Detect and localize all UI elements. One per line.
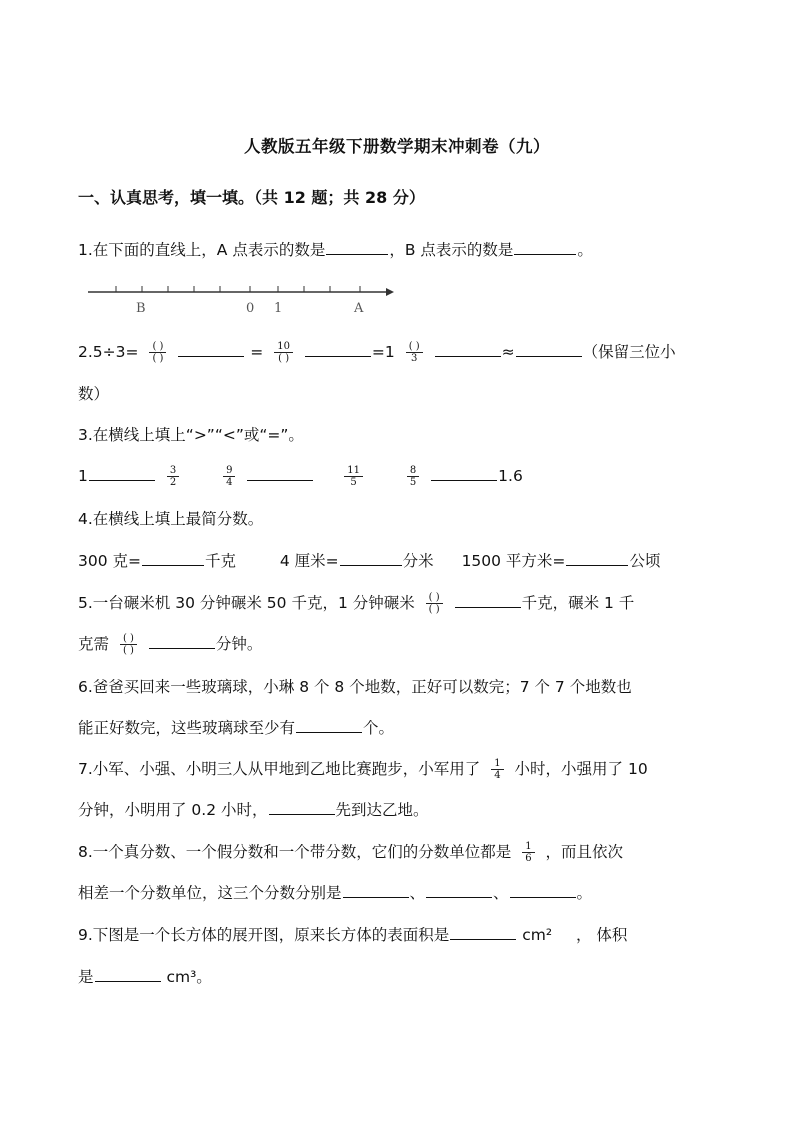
q8-blank-3[interactable] [510,881,576,898]
question-6: 6.爸爸买回来一些玻璃球，小琳 8 个 8 个地数，正好可以数完；7 个 7 个地数也 [78,678,632,696]
q1-text-c: 。 [577,241,593,259]
q9-text-a: 9.下图是一个长方体的展开图，原来长方体的表面积是 [78,926,450,944]
q2-blank-1[interactable] [178,340,244,357]
q5-text-b: 千克，碾米 1 千 [521,594,635,612]
q5-blank-2[interactable] [149,632,215,649]
label-1: 1 [274,301,283,316]
q4-c-label: 1500 平方米= [461,552,566,570]
q3-lead: 1 [78,467,88,485]
label-b: B [136,301,146,316]
number-line-arrow [386,288,394,296]
q4-c-unit: 公顷 [629,552,661,570]
question-8-cont [78,881,592,903]
q4-b-unit: 分米 [402,552,434,570]
q5-fraction-1: $\frac{( )}{( )}$ [426,592,443,616]
q8-text-c: 相差一个分数单位，这三个分数分别是 [78,884,342,902]
question-1 [78,238,593,260]
q9-blank-2[interactable] [95,965,161,982]
q2-blank-2[interactable] [305,340,371,357]
q8-sep-2: 、 [493,884,509,902]
q9-unit-2: cm³。 [166,968,212,986]
question-7-cont [78,798,429,820]
q2-lead: 2.5÷3= [78,343,139,361]
q7-fraction: $\frac{1}{4}$ [491,758,503,782]
number-line-ticks [116,286,360,292]
question-4-items [78,549,660,571]
label-0: 0 [246,301,255,316]
q7-text-c: 分钟，小明用了 0.2 小时， [78,801,268,819]
question-5-cont [78,632,262,657]
question-7 [78,757,648,782]
q5-text-c: 克需 [78,635,110,653]
q2-tail: （保留三位小 [582,343,676,361]
question-3-items [78,464,523,489]
q2-fraction-1: $\frac{( )}{( )}$ [149,341,166,365]
q8-text-b: ，而且依次 [545,843,624,861]
q3-blank-1[interactable] [89,464,155,481]
q6-blank[interactable] [296,716,362,733]
q1-blank-a[interactable] [326,238,388,255]
question-2-cont: 数） [78,385,110,403]
q2-eq-2: =1 [371,343,395,361]
section-heading: 一、认真思考，填一填。（共 12 题；共 28 分） [78,188,425,207]
q2-fraction-3: $\frac{( )}{3}$ [406,341,423,365]
question-6-cont [78,716,394,738]
q3-fraction-b: $\frac{9}{4}$ [223,465,235,489]
number-line-figure [86,280,396,320]
q3-fraction-c: $\frac{11}{5}$ [344,465,363,489]
q2-blank-4[interactable] [516,340,582,357]
q9-blank-1[interactable] [450,923,516,940]
q5-blank-1[interactable] [455,591,521,608]
q8-blank-1[interactable] [343,881,409,898]
q7-blank[interactable] [269,798,335,815]
q7-text-a: 7.小军、小强、小明三人从甲地到乙地比赛跑步，小军用了 [78,760,481,778]
question-9-cont [78,965,212,987]
q8-sep-1: 、 [409,884,426,902]
q3-tail: 1.6 [498,467,523,485]
q9-text-c: 是 [78,968,94,986]
q9-text-b: ， 体积 [575,926,628,944]
q9-unit-1: cm² [522,926,553,944]
question-9 [78,923,627,945]
label-a: A [354,301,364,316]
q4-a-label: 300 克= [78,552,141,570]
question-3: 3.在横线上填上“>”“<”或“=”。 [78,426,304,444]
q4-b-label: 4 厘米= [279,552,339,570]
q5-text-d: 分钟。 [215,635,263,653]
q8-blank-2[interactable] [426,881,492,898]
q8-fraction: $\frac{1}{6}$ [522,841,534,865]
q3-fraction-d: $\frac{8}{5}$ [407,465,419,489]
q5-fraction-2: $\frac{( )}{( )}$ [120,633,137,657]
question-5 [78,591,634,616]
question-2 [78,340,676,365]
q4-blank-c[interactable] [566,549,628,566]
question-8 [78,840,623,865]
q4-a-unit: 千克 [205,552,237,570]
q1-text-b: ，B 点表示的数是 [389,241,514,259]
q1-text-a: 1.在下面的直线上，A 点表示的数是 [78,241,326,259]
q6-text-a: 能正好数完，这些玻璃球至少有 [78,719,296,737]
q3-blank-3[interactable] [431,464,497,481]
q7-text-d: 先到达乙地。 [335,801,429,819]
q1-blank-b[interactable] [514,238,576,255]
exam-title: 人教版五年级下册数学期末冲刺卷（九） [244,137,550,156]
q7-text-b: 小时，小强用了 10 [514,760,648,778]
q6-text-b: 个。 [363,719,395,737]
q8-text-a: 8.一个真分数、一个假分数和一个带分数，它们的分数单位都是 [78,843,512,861]
q8-end: 。 [576,884,593,902]
question-4: 4.在横线上填上最简分数。 [78,510,264,528]
q2-fraction-2: $\frac{10}{( )}$ [274,341,293,365]
q2-blank-3[interactable] [435,340,501,357]
q4-blank-a[interactable] [142,549,204,566]
q5-text-a: 5.一台碾米机 30 分钟碾米 50 千克，1 分钟碾米 [78,594,415,612]
q2-eq-1: = [250,343,264,361]
q3-fraction-a: $\frac{3}{2}$ [167,465,179,489]
q3-blank-2[interactable] [247,464,313,481]
q2-approx: ≈ [501,343,515,361]
q4-blank-b[interactable] [340,549,402,566]
